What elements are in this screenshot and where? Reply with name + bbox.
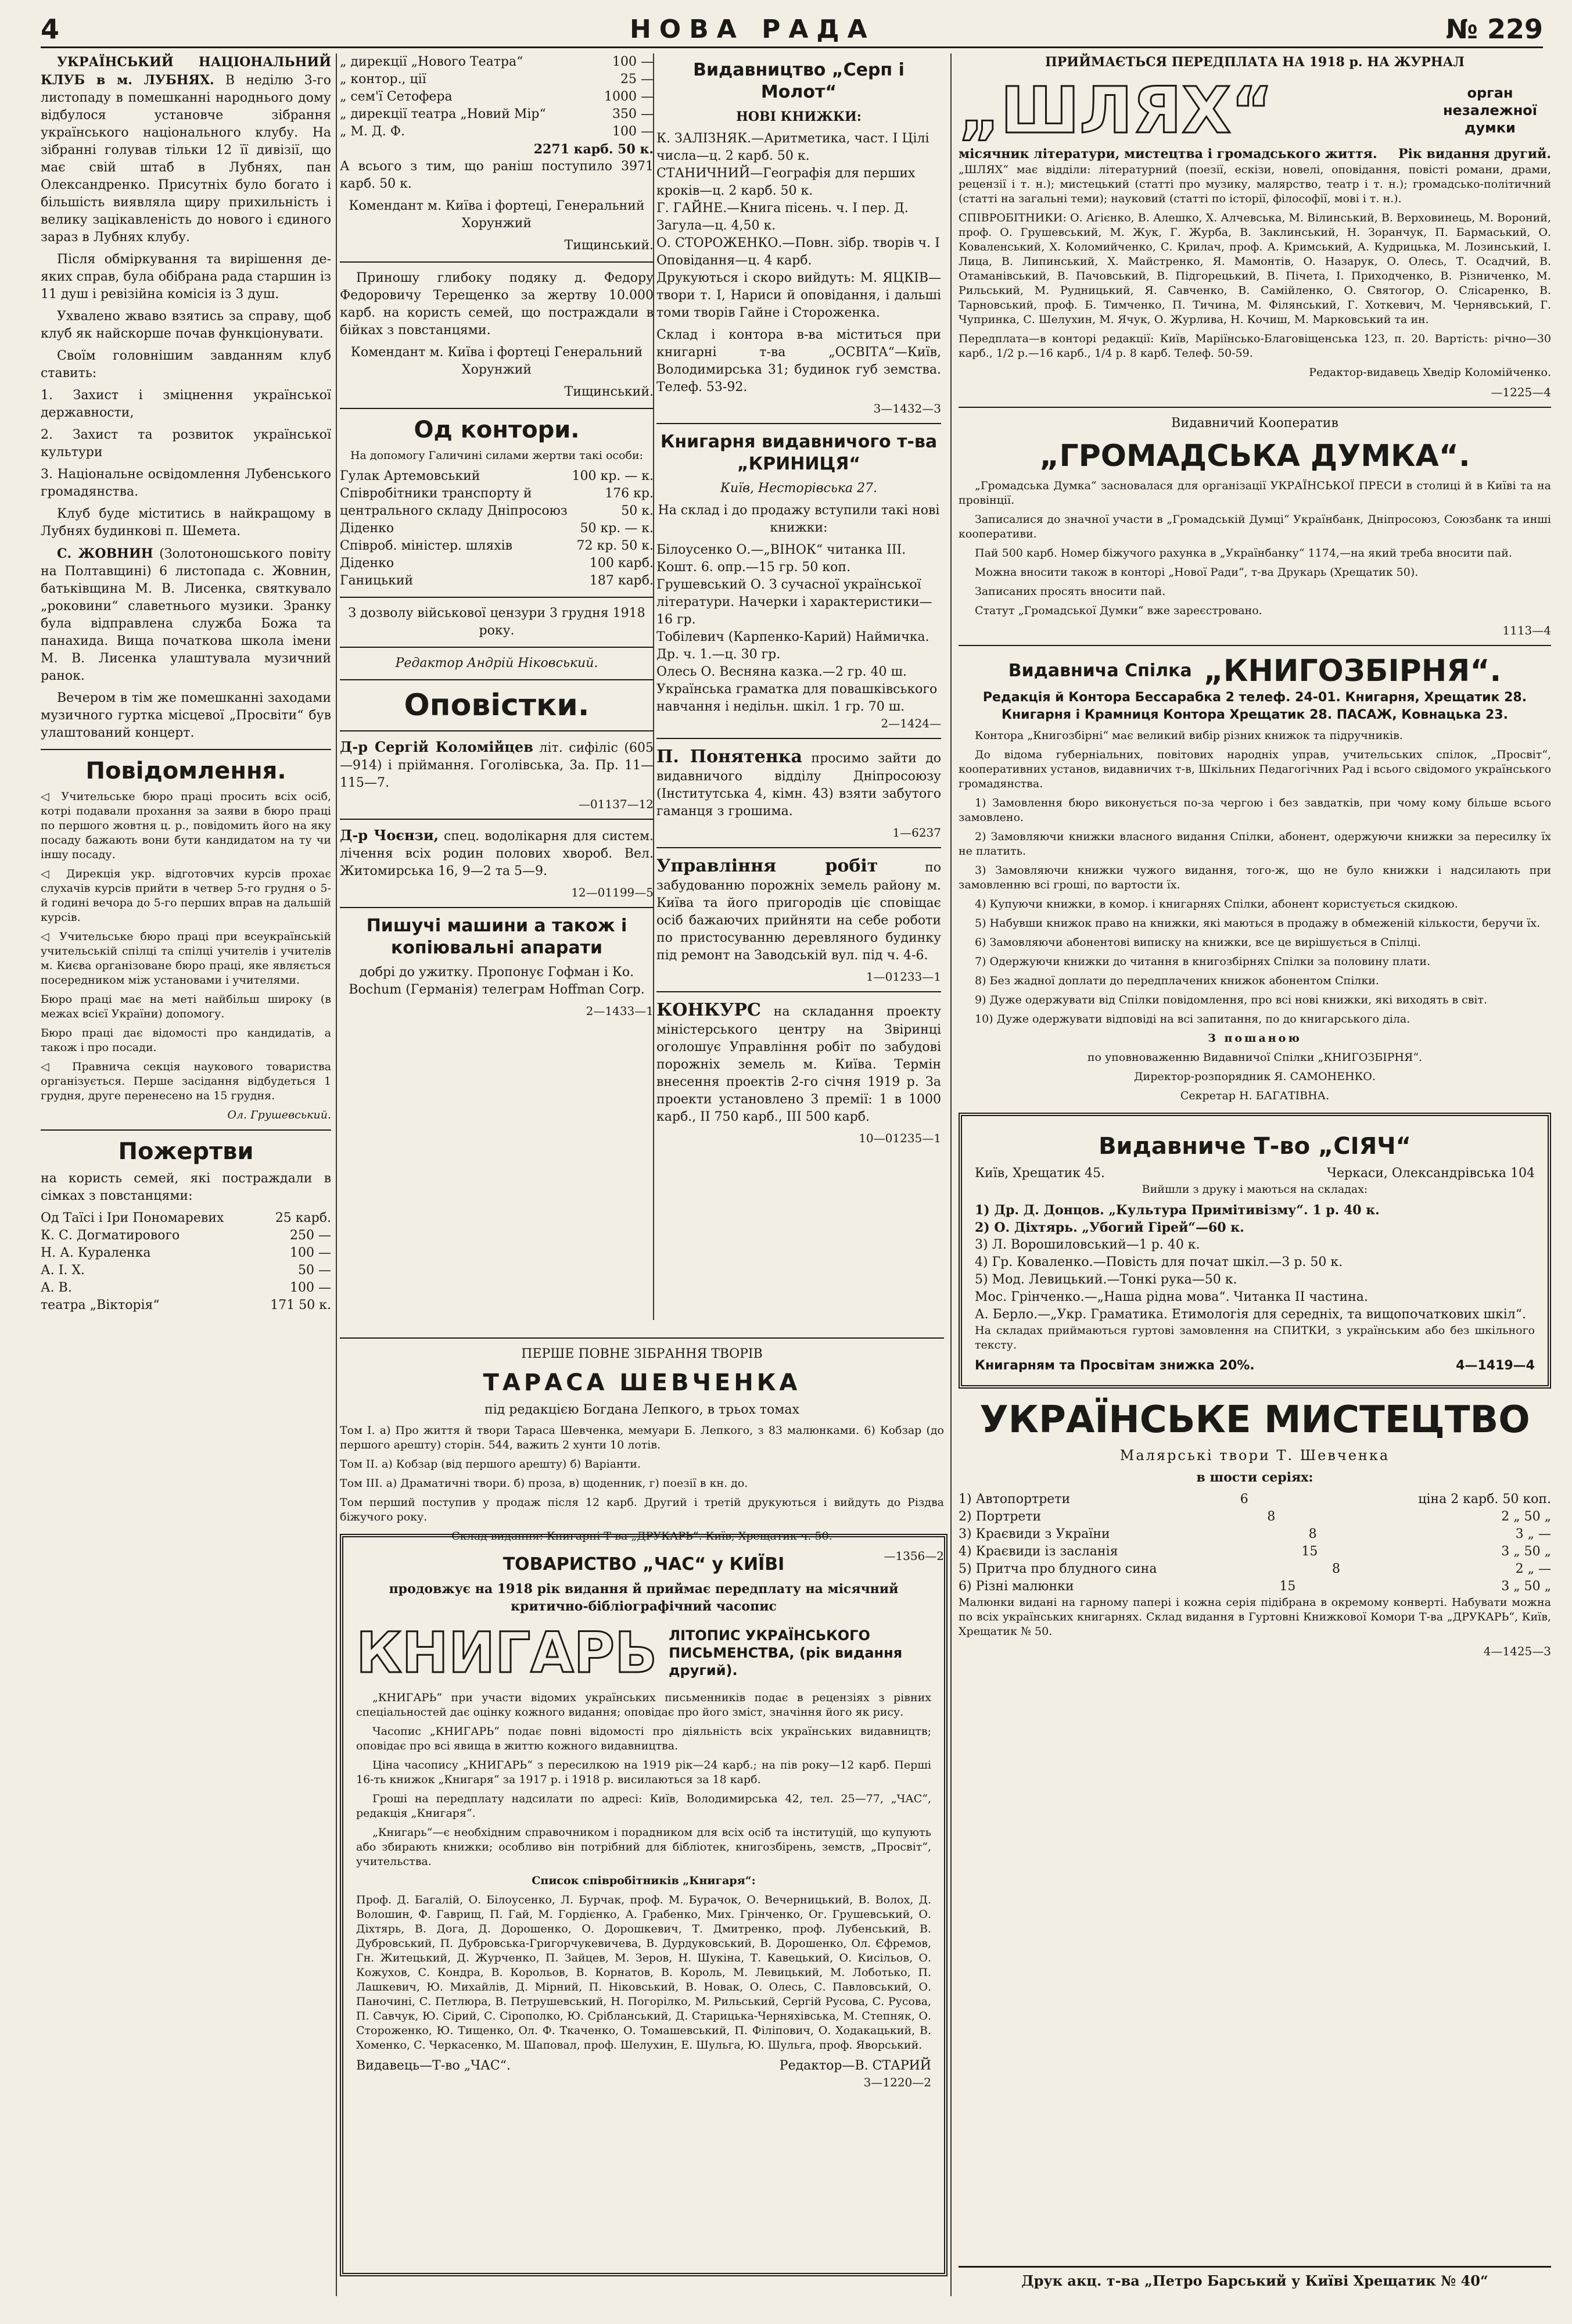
series-row: 5) Притча про блудного сина 8 2 „ — xyxy=(959,1562,1551,1576)
page-number: 4 xyxy=(41,13,60,45)
volume-line: Том II. а) Кобзар (від першого арешту) б) Варіанти. xyxy=(340,1458,641,1471)
column-1 xyxy=(41,53,331,2296)
notice: ◁ Дирекція укр. відготовчих курсів прохає слухачів курсів прийти в четвер 5-го грудня о 5-й годині вечора до 5-го перших вправ на дальшій курсів. xyxy=(41,867,331,924)
donations-heading: Пожертви xyxy=(118,1138,254,1165)
paragraph: 4) Купуючи книжки, в комор. і книгарнях Спілки, абонент користується скидкою. xyxy=(975,898,1458,910)
paragraph: 1) Замовлення бюро виконується по-за чергою і без завдатків, при чому кому більше всього замовлено. xyxy=(959,797,1551,824)
advert-ref: 2—1424— xyxy=(881,716,941,730)
zhovnyn-article: С. ЖОВНИН (Золотоношського повіту на Полтавщині) 6 листопада с. Жовнин, батьківщина М. В. Лисенка, святкувало „роковини“ славетнього музики. Зранку була відправлена служба Божа та панахида. Вища початкова школа імени М. В. Лисенка улаштувала музичний ранок. xyxy=(41,546,332,683)
divider xyxy=(340,408,654,409)
list-item: Грушевський О. З сучасної української літератури. Начерки і характеристики—16 гр. xyxy=(656,578,932,627)
list-item: 4) Гр. Коваленко.—Повість для почат шкіл.—3 р. 50 к. xyxy=(975,1255,1343,1269)
list-item: 1) Др. Д. Донцов. „Культура Примітивізму“. 1 р. 40 к. xyxy=(975,1203,1380,1218)
paragraph: Ухвалено жваво взятись за справу, щоб клуб як найскорше почав функціонувати. xyxy=(41,309,331,341)
paragraph: Контора „Книгозбірні“ має великий вибір різних книжок та підручників. xyxy=(975,729,1403,742)
paragraph: Статут „Громадської Думки“ вже зареєстровано. xyxy=(975,604,1262,617)
contest-notice: КОНКУРС на складання проекту міністерського центру на Звіринці оголошує Управління робіт по забудові порожніх земель м. Київа. Термін внесення проектів 2-го січня 1919 р. За проекти установлено 3 премії: 1 в 1000 карб., II 750 карб., III 500 карб. xyxy=(656,1000,941,1124)
series-row: 1) Автопортрети 6 ціна 2 карб. 50 коп. xyxy=(959,1492,1551,1507)
siach-discount-row: Книгарням та Просвітам знижка 20%. 4—1419—4 xyxy=(975,1358,1535,1373)
column-2 xyxy=(340,53,654,1320)
paragraph: 3. Національне освідомлення Лубенського громадянства. xyxy=(41,467,331,499)
shevchenko-note: Том перший поступив у продаж після 12 карб. Другий і третій друкуються і вийдуть до Різдва біжучого року. xyxy=(340,1496,944,1523)
column-4 xyxy=(959,53,1551,2296)
column-divider xyxy=(950,53,952,2296)
paragraph: Ціна часопису „КНИГАРЬ“ з пересилкою на 1919 рік—24 карб.; на пів року—12 карб. Перші 16-ть книжок „Книгаря“ за 1917 р. і 1918 р. висилаються за 18 карб. xyxy=(356,1759,931,1786)
donation-row: Од Таїсі і Іри Пономаревих 25 карб. xyxy=(41,1211,331,1225)
paragraph: Записаних просять вносити пай. xyxy=(975,585,1166,598)
advert-ref: 1—6237 xyxy=(892,826,941,840)
list-item: Українська граматка для повашківського навчання і недільн. шкіл. 1 гр. 70 ш. xyxy=(656,682,938,714)
divider xyxy=(340,1337,944,1339)
censor-note: З дозволу військової цензури 3 грудня 1918 року. xyxy=(348,606,645,638)
knyhar-title-row xyxy=(356,1621,931,1685)
list-item: А. Берло.—„Укр. Граматика. Етимологія для середніх, та вищопочаткових шкіл“. xyxy=(975,1307,1526,1322)
divider xyxy=(656,991,941,992)
advert-ref: 3—1220—2 xyxy=(863,2075,931,2089)
notice: Бюро праці має на меті найбільш широку (в межах всієї України) допомогу. xyxy=(41,993,331,1020)
shliakh-title-row xyxy=(959,73,1551,148)
office-row: Діденко 100 карб. xyxy=(340,556,654,571)
masthead xyxy=(41,12,1543,48)
ponyatenko-notice: П. Понятенка просимо зайти до видавничого відділу Дніпросоюзу (Інститутська 4, кімн. 43) взяти забутого гаманця з грошима. xyxy=(656,747,942,819)
serp-heading: Видавництво „Серп і Молот“ xyxy=(693,60,905,102)
list-item: Г. ГАЙНЕ.—Книга пісень. ч. I пер. Д. Загула—ц. 4,50 к. xyxy=(656,201,909,233)
divider xyxy=(340,261,654,263)
shliakh-sub-row: місячник літератури, мистецтва і громадського життя. Рік видання другий. xyxy=(959,146,1551,162)
divider xyxy=(959,645,1551,646)
divider xyxy=(656,423,941,424)
advert-ref: 2—1433—1 xyxy=(586,1004,654,1018)
paragraph: 2. Захист та розвиток української культури xyxy=(41,428,331,460)
advert-ref: 12—01199—5 xyxy=(571,885,654,899)
list-item: Олесь О. Весняна казка.—2 гр. 40 ш. xyxy=(656,665,907,679)
list-item: Тобілевич (Карпенко-Карий) Наймичка. Др. ч. 1.—ц. 30 гр. xyxy=(656,630,929,662)
divider xyxy=(656,847,941,848)
paragraph: Після обміркування та вирішення де-яких справ, була обібрана рада старшин із 11 душ і ревізійна комісія із 3 душ. xyxy=(41,252,331,302)
series-row: 2) Портрети 8 2 „ 50 „ xyxy=(959,1509,1551,1524)
donation-row: „ дирекції „Нового Театра“ 100 — xyxy=(340,55,654,69)
paragraph: „Громадська Думка“ засновалася для організації УКРАЇНСЬКОЇ ПРЕСИ в столиці й в Київі та на провінції. xyxy=(959,479,1551,507)
knyhar-advert xyxy=(340,1534,947,2276)
paragraph: Передплата—в конторі редакції: Київ, Маріїнсько-Благовіщенська 123, п. 20. Вартість: річно—30 карб., 1/2 р.—16 карб., 1/4 р. 8 карб. Телеф. 50-59. xyxy=(959,332,1551,360)
shevchenko-heading: ТАРАСА ШЕВЧЕНКА xyxy=(483,1369,801,1396)
shliakh-title: „ШЛЯХ“ xyxy=(959,73,1273,148)
paragraph: „Книгарь“—є необхідним справочником і порадником для всіх осіб та інституцій, що купують або збирають книжки; особливо він потрібний для бібліотек, книгозбірень, земств, „Просвіт“, учительства. xyxy=(356,1826,931,1868)
donation-row: К. С. Догматирового 250 — xyxy=(41,1228,331,1243)
doctor-advert: Д-р Сергій Коломійцев літ. сифіліс (605—914) і пріймання. Гоголівська, 3а. Пр. 11—115—7. xyxy=(340,738,654,790)
club-article: УКРАЇНСЬКИЙ НАЦІОНАЛЬНИЙ КЛУБ в м. ЛУБНЯХ. В неділю 3-го листопаду в помешканні народнього дому відбулося установче зібрання українського національного клубу. На зібранні голував тільки 12 її дивізії, що має свій штаб в Лубнях, пан Олександренко. Присутніх було богато і більшість виявляла щиру прихильність і велику зацікавленість до нового і єдиного зараз в Лубнях клубу. xyxy=(41,55,331,245)
donations-intro: на користь семей, які постраждали в сімках з повстанцями: xyxy=(41,1171,331,1203)
advert-ref: —1356—2 xyxy=(884,1549,944,1563)
club-heading: УКРАЇНСЬКИЙ НАЦІОНАЛЬНИЙ КЛУБ в м. ЛУБНЯХ. xyxy=(41,55,331,88)
signature-line: по уповноваженню Видавничої Спілки „КНИГОЗБІРНЯ“. xyxy=(1087,1051,1423,1064)
divider xyxy=(41,749,331,750)
mystetstvo-sub2: в шости серіях: xyxy=(1196,1470,1313,1485)
paragraph: 1. Захист і зміцнення української державности, xyxy=(41,388,331,420)
krynytsia-book-list xyxy=(656,541,941,716)
adverts-heading: Оповістки. xyxy=(404,688,590,723)
krynytsia-sub: На склад і до продажу вступили такі нові книжки: xyxy=(658,503,940,535)
divider xyxy=(340,647,654,648)
donation-row: Н. А. Кураленка 100 — xyxy=(41,1246,331,1260)
paragraph: 9) Дуже одержувати від Спілки повідомлення, про всі нові книжки, які виходять в світ. xyxy=(975,994,1488,1006)
paragraph: Часопис „КНИГАРЬ“ подає повні відомості про діяльність всіх українських видавництв; оповідає про всі явища в життю кожного видавництва. xyxy=(356,1725,931,1752)
krynytsia-address: Київ, Несторівська 27. xyxy=(720,481,878,496)
commandant: Комендант м. Київа і фортеці, Генеральний Хорунжий xyxy=(349,199,645,231)
contributors-title: Список співробітників „Книгаря“: xyxy=(532,1874,756,1887)
knyhar-side: ЛІТОПИС УКРАЇНСЬКОГО ПИСЬМЕНСТВА, (рік видання другий). xyxy=(669,1627,903,1679)
donation-row: „ контор., ції 25 — xyxy=(340,72,654,87)
divider xyxy=(340,597,654,598)
paragraph: 10) Дуже одержувати відповіді на всі запитання, по до книгарського діла. xyxy=(975,1013,1411,1025)
serp-store: Склад і контора в-ва міститься при книгарні т-ва „ОСВІТА“—Київ, Володимирська 31; будинок губ земства. Телеф. 53-92. xyxy=(656,328,941,394)
paragraph: Можна вносити також в конторі „Нової Ради“, т-ва Друкарь (Хрещатик 50). xyxy=(975,566,1419,579)
list-item: 2) О. Діхтярь. „Убогий Гірей“—60 к. xyxy=(975,1220,1244,1235)
mystetstvo-heading: УКРАЇНСЬКЕ МИСТЕЦТВО xyxy=(979,1398,1530,1441)
notice: ◁ Учительське бюро праці просить всіх осіб, котрі подавали прохання за заяви в бюро праці по першого жовтня ц. р., повідомить його на яку посаду бажають вони бути кандидатом на ту чи іншу посаду. xyxy=(41,790,331,861)
shevchenko-editor: під редакцією Богдана Лепкого, в трьох томах xyxy=(484,1403,799,1417)
notice: Бюро праці дає відомості про кандидатів, а також і про посади. xyxy=(41,1027,331,1054)
siach-sub: Вийшли з друку і маються на складах: xyxy=(1142,1183,1368,1196)
paragraph: СПІВРОБІТНИКИ: О. Агієнко, В. Алешко, Х. Алчевська, М. Вілинський, В. Верховинець, М. Вороний, проф. О. Грушевський, М. Жук, Г. Журба, В. Заклинський, Н. Зоранчук, П. Бармаський, О. Коваленський, Х. Коломийченко, С. Крилач, проф. А. Кримський, А. Кудрицька, М. Лозинський, І. Лица, В. Липинський, Х. Майстренко, Я. Мамонтів, О. Назарук, О. Олесь, Т. Осадчий, В. Отаманівський, В. Пачовський, В. Підгорецький, В. Пічета, І. Приходченко, В. Різниченко, М. Рильський, М. Рудницький, Я. Савченко, В. Самійленко, О. Святогор, О. Слісаренко, В. Тарновський, проф. Б. Тимченко, П. Тичина, М. Філянський, Г. Хоткевич, М. Чернявський, Г. Чупринка, С. Шелухин, М. Ячук, О. Журлива, Н. Кочиш, М. Марковський та ин. xyxy=(959,211,1551,326)
siach-note: На складах приймаються гуртові замовлення на СПИТКИ, з українським або без шкільного тексту. xyxy=(975,1324,1535,1351)
hromada-title: „ГРОМАДСЬКА ДУМКА“. xyxy=(1039,439,1470,474)
signature-line: З пошаною xyxy=(1208,1032,1302,1045)
column-3 xyxy=(656,53,941,1320)
series-row: 6) Різні малюнки 15 3 „ 50 „ xyxy=(959,1579,1551,1594)
paragraph: До відома губерніальних, повітових народніх управ, учительських спілок, „Просвіт“, кооперативних установ, видавничих т-в, Шкільних Педагогічних Рад і всього свідомого українського громадянства. xyxy=(959,748,1551,790)
siach-advert xyxy=(959,1113,1551,1389)
knyhozbirnia-title: „КНИГОЗБІРНЯ“. xyxy=(1203,654,1502,688)
signature-line: Секретар Н. БАГАТІВНА. xyxy=(1180,1089,1330,1102)
office-row: Співроб. міністер. шляхів 72 кр. 50 к. xyxy=(340,539,654,553)
advert-ref: 10—01235—1 xyxy=(859,1131,941,1145)
paragraph: 7) Одержуючи книжки до читання в книгозбірнях Спілки за половину плати. xyxy=(975,955,1431,968)
newspaper-title: НОВА РАДА xyxy=(629,14,875,44)
siach-address-row: Київ, Хрещатик 45. Черкаси, Олександрівська 104 xyxy=(975,1166,1535,1181)
divider xyxy=(41,1129,331,1131)
signature-line: Директор-розпорядник Я. САМОНЕНКО. xyxy=(1134,1070,1376,1083)
paragraph: Вечером в тім же помешканні заходами музичного гуртка місцевої „Просвіти“ був улаштований концерт. xyxy=(41,691,331,740)
advert-ref: 4—1425—3 xyxy=(1483,1644,1551,1658)
column-divider xyxy=(336,53,337,2296)
issue-number: № 229 xyxy=(1445,13,1543,45)
paragraph: „КНИГАРЬ“ при участи відомих українських письменників подає в рецензіях з рівних спеціальностей дає оцінку кожного видання; оповідає про його зміст, значіння його як рису. xyxy=(356,1691,931,1719)
shevchenko-advert xyxy=(340,1330,944,1563)
notice: ◁ Учительське бюро праці при всеукраїнській учительській спілці та спілці учителів і учителів м. Києва організоване бюро праці, яке являється посередником між установами і учителями. xyxy=(41,930,331,987)
divider xyxy=(340,730,654,731)
list-item: СТАНИЧНИЙ—Географія для перших кроків—ц. 2 карб. 50 к. xyxy=(656,166,916,198)
paragraph: Клуб буде міститись в найкращому в Лубнях будинкові п. Шемета. xyxy=(41,507,331,539)
paragraph: 8) Без жадної доплати до передплачених книжок абонентом Спілки. xyxy=(975,974,1379,987)
siach-book-list xyxy=(975,1202,1535,1324)
donation-subtotal: 2271 карб. 50 к. xyxy=(533,142,654,157)
notices-heading: Повідомлення. xyxy=(85,758,286,784)
thanks-note: Приношу глибоку подяку д. Федору Федоровичу Терещенко за жертву 10.000 карб. на користь семей, що постраждали в бійках з повстанцями. xyxy=(340,271,654,338)
office-row: Співробітники транспорту й центрального складу Дніпросоюз 176 кр. 50 к. xyxy=(340,486,654,518)
notices-signature: Ол. Грушевський. xyxy=(227,1109,331,1121)
roads-notice: Управління робіт по забудованню порожніх земель району м. Київа та його пригородів ціє сповіщає осіб бажаючих прийняти на себе роботи по пристосуванню деревляного будинку під ремонт на Заводській вул. під ч. 4-6. xyxy=(656,856,941,963)
series-row: 3) Краєвиди з України 8 3 „ — xyxy=(959,1527,1551,1541)
serp-sub: НОВІ КНИЖКИ: xyxy=(736,109,862,124)
serp-book-list xyxy=(656,130,941,270)
donation-row: „ сем'ї Сетофера 1000 — xyxy=(340,89,654,104)
volume-line: Том III. а) Драматичні твори. б) проза, в) щоденник, г) поезії в кн. до. xyxy=(340,1477,748,1490)
zhovnyn-heading: С. ЖОВНИН xyxy=(57,546,153,561)
paragraph: Своїм головнішим завданням клуб ставить: xyxy=(41,349,331,381)
donation-row: А. І. Х. 50 — xyxy=(41,1263,331,1278)
commandant: Комендант м. Київа і фортеці Генеральний Хорунжий xyxy=(350,345,643,377)
serp-printing: Друкуються і скоро вийдуть: М. ЯЦКІВ—твори т. I, Нариси й оповідання, і дальші томи творів Гайне і Стороженка. xyxy=(656,271,941,320)
notice: ◁ Правнича секція наукового товариства організується. Перше засідання відбудеться 1 грудня, друге перенесено на 15 грудня. xyxy=(41,1060,331,1102)
paragraph: Пай 500 карб. Номер біжучого рахунка в „Українбанку“ 1174,—на який треба вносити пай. xyxy=(975,547,1512,560)
series-row: 4) Краєвиди із засланія 15 3 „ 50 „ xyxy=(959,1544,1551,1559)
paragraph: 6) Замовляючи абонентові виписку на книжки, все це вирішується в Спілці. xyxy=(975,936,1421,949)
knyhozbirnia-title-row xyxy=(959,653,1551,689)
mystetstvo-note: Малюнки видані на гарному папері і кожна серія підібрана в окремому конверті. Набувати можна по всіх українських книгарнях. Склад видання в Гуртовні Книжкової Комори Т-ва „ДРУКАРЬ“, Київ, Хрещатик № 50. xyxy=(959,1596,1551,1638)
commandant-signature: Тищинський. xyxy=(564,385,654,399)
divider xyxy=(340,907,654,908)
list-item: Мос. Грінченко.—„Наша рідна мова“. Читанка II частина. xyxy=(975,1290,1368,1304)
divider xyxy=(340,679,654,680)
knyhar-heading: КНИГАРЬ xyxy=(356,1620,658,1685)
divider xyxy=(340,819,654,820)
divider xyxy=(656,738,941,739)
paragraph: „ШЛЯХ“ має відділи: літературний (поезії, ескізи, новелі, оповідання, повісті романи, драми, рецензії і т. н.); мистецький (статті про музику, малярство, театр і т. н.); громадсько-політичний (статті на загальні теми); науковий (статті по історії, філософії, мові і т. н.). xyxy=(959,163,1551,205)
divider xyxy=(959,407,1551,408)
shliakh-side: орган незалежної думки xyxy=(1442,85,1538,136)
printer-line: Друк акц. т-ва „Петро Барський у Київі Хрещатик № 40“ xyxy=(959,2266,1551,2289)
office-heading: Од контори. xyxy=(414,417,580,443)
advert-ref: 1113—4 xyxy=(1502,623,1551,637)
advert-ref: 1—01233—1 xyxy=(866,970,941,984)
siach-heading: Видавниче Т-во „СІЯЧ“ xyxy=(1099,1133,1411,1160)
commandant-signature: Тищинський. xyxy=(564,238,654,253)
office-row: Діденко 50 кр. — к. xyxy=(340,521,654,536)
editor-line: Редактор Андрій Ніковський. xyxy=(395,656,598,670)
donation-row: А. В. 100 — xyxy=(41,1281,331,1295)
office-row: Гулак Артемовський 100 кр. — к. xyxy=(340,469,654,483)
donation-row: „ дирекції театра „Новий Мір“ 350 — xyxy=(340,107,654,121)
shliakh-pre: ПРИЙМАЄТЬСЯ ПЕРЕДПЛАТА НА 1918 р. НА ЖУРНАЛ xyxy=(1045,55,1465,70)
paragraph: 5) Набувши книжок право на книжки, які маються в продажу в обмеженій кількости, беручи їх. xyxy=(975,917,1541,930)
contributors-list: Проф. Д. Багалій, О. Білоусенко, Л. Бурчак, проф. М. Бурачок, О. Вечерницький, В. Волох, Д. Волошин, Ф. Гаврищ, П. Гай, М. Гордієнко, А. Грабенко, Мих. Грінченко, Ог. Грушевський, О. Діхтярь, В. Дога, Д. Дорошенко, О. Дорошкевич, Т. Дмитренко, проф. Лубенський, В. Дубровський, П. Дубровська-Григорчукевичева, В. Дурдуковський, В. Дорошенко, Ол. Єфремов, Гн. Житецький, Д. Журченко, П. Зайцев, М. Зеров, Н. Шукіна, Т. Кавецький, О. Кисільов, О. Кожухов, С. Кондра, В. Корольов, В. Корнатов, В. Король, М. Левицький, М. Лоботько, П. Лашкевич, Ю. Михайлів, Д. Мірний, П. Ніковський, В. Новак, О. Олесь, С. Павловський, О. Паночині, С. Петлюра, В. Петрушевський, Н. Погорілко, М. Рильський, Сергій Русова, С. Русова, П. Савчук, Ю. Сірий, С. Сірополко, Ю. Срібланський, Д. Старицька-Черняхівська, М. Степняк, О. Стороженко, Ю. Тищенко, Ол. Ф. Ткаченко, О. Томашевський, П. Філіпович, О. Ходакацький, В. Хоменко, С. Черкасенко, М. Шаповал, проф. Шелухин, Е. Шульга, Ю. Шульга, проф. Яворський. xyxy=(356,1893,931,2052)
paragraph: 3) Замовляючи книжки чужого видання, того-ж, що не було книжки і надсилають при замовленню всі гроші, по вартости їх. xyxy=(959,864,1551,891)
krynytsia-heading: Книгарня видавничого т-ва „КРИНИЦЯ“ xyxy=(660,432,938,474)
knyhozbirnia-address: Редакція й Контора Бессарабка 2 телеф. 24-01. Книгарня, Хрещатик 28. Книгарня і Крамниця Контора Хрещатик 28. ПАСАЖ, Ковнацька 23. xyxy=(982,690,1527,722)
donation-row: „ М. Д. Ф. 100 — xyxy=(340,124,654,139)
list-item: Білоусенко О.—„ВІНОК“ читанка III. Кошт. 6. опр.—15 гр. 50 коп. xyxy=(656,543,906,575)
list-item: О. СТОРОЖЕНКО.—Повн. зібр. творів ч. I Оповідання—ц. 4 карб. xyxy=(656,236,940,268)
advert-ref: —1225—4 xyxy=(1491,385,1551,399)
donation-total: А всього з тим, що раніш поступило 3971 карб. 50 к. xyxy=(340,159,654,191)
shevchenko-pre: ПЕРШЕ ПОВНЕ ЗІБРАННЯ ТВОРІВ xyxy=(521,1347,763,1361)
mystetstvo-sub: Малярські твори Т. Шевченка xyxy=(1119,1447,1390,1464)
advert-ref: —01137—12 xyxy=(578,797,654,811)
advert-ref: 3—1432—3 xyxy=(873,401,941,415)
typewriters-heading: Пишучі машини а також і копіювальні апарати xyxy=(366,916,627,958)
list-item: 3) Л. Ворошиловський—1 р. 40 к. xyxy=(975,1238,1200,1252)
office-sub: На допомогу Галичині силами жертви такі особи: xyxy=(350,449,644,462)
hromada-pre: Видавничий Кооператив xyxy=(1171,416,1338,431)
shevchenko-store: Склад видання: Книгарні Т-ва „ДРУКАРЬ“. Київ, Хрещатик ч. 50. xyxy=(451,1530,832,1543)
typewriters-text: добрі до ужитку. Пропонує Гофман і Ко. Bochum (Германія) телеграм Hoffman Corp. xyxy=(349,965,645,997)
list-item: 5) Мод. Левицький.—Тонкі рука—50 к. xyxy=(975,1272,1237,1287)
office-row: Ганицький 187 карб. xyxy=(340,573,654,588)
volume-line: Том І. а) Про життя й твори Тараса Шевченка, мемуари Б. Лепкого, з 83 малюнками. 6) Кобзар (до першого арешту) сторін. 544, важить 2 хунти 10 лотів. xyxy=(340,1424,944,1451)
paragraph: 2) Замовляючи книжки власного видання Спілки, абонент, одержуючи книжки за пересилку їх не платить. xyxy=(959,830,1551,858)
shliakh-editor: Редактор-видавець Хведір Коломійченко. xyxy=(1309,366,1551,379)
donation-row: театра „Вікторія“ 171 50 к. xyxy=(41,1298,331,1312)
knyhar-footer: Видавець—Т-во „ЧАС“. Редактор—В. СТАРИЙ xyxy=(356,2058,931,2073)
chas-pre: ТОВАРИСТВО „ЧАС“ у КИЇВІ xyxy=(503,1554,785,1575)
chas-sub: продовжує на 1918 рік видання й приймає передплату на місячний критично-бібліографічний часопис xyxy=(389,1581,899,1614)
paragraph: Гроші на передплату надсилати по адресі: Київ, Володимирська 42, тел. 25—77, „ЧАС“, редакція „Книгаря“. xyxy=(356,1792,931,1820)
list-item: К. ЗАЛІЗНЯК.—Аритметика, част. I Цілі числа—ц. 2 карб. 50 к. xyxy=(656,131,929,163)
paragraph: Записалися до значної участи в „Громадській Думці“ Українбанк, Дніпросоюз, Союзбанк та инші кооперативи. xyxy=(959,513,1551,540)
doctor-advert: Д-р Чоєнзи, спец. водолікарня для систем. лічення всіх родин полових хвороб. Вел. Житомирська 16, 9—2 та 5—9. xyxy=(340,827,654,878)
knyhozbirnia-pre: Видавнича Спілка xyxy=(1008,661,1192,681)
